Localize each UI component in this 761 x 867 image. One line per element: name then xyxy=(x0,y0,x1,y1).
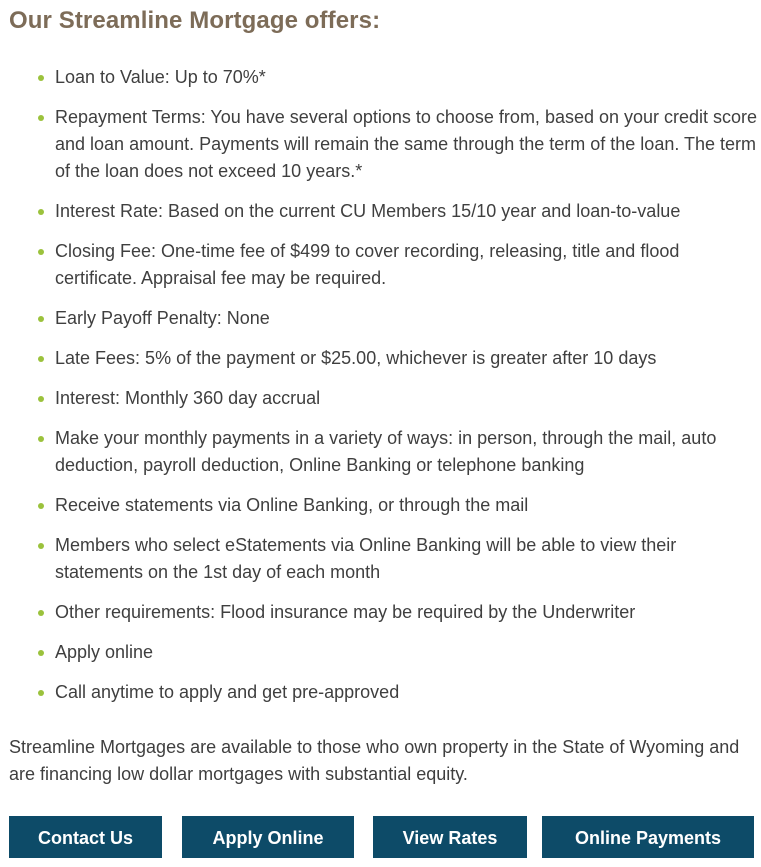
bullet-dot-icon xyxy=(38,396,44,402)
list-item-text: Apply online xyxy=(55,642,154,662)
list-item xyxy=(0,238,761,292)
bullet-dot-icon xyxy=(38,690,44,696)
contact-us-button[interactable]: Contact Us xyxy=(9,816,162,858)
list-item xyxy=(0,64,761,91)
bullet-dot-icon xyxy=(38,209,44,215)
list-item xyxy=(0,198,761,225)
list-item xyxy=(0,599,761,626)
list-item-text: Closing Fee: One-time fee of $499 to cover recording, releasing, title and flood certificate. Appraisal fee may be required. xyxy=(55,241,680,288)
bullet-dot-icon xyxy=(38,650,44,656)
online-payments-button[interactable]: Online Payments xyxy=(542,816,754,858)
summary-paragraph: Streamline Mortgages are available to those who own property in the State of Wyoming and are financing low dollar mortgages with substantial equity. xyxy=(9,737,740,784)
bullet-dot-icon xyxy=(38,610,44,616)
list-item-text: Receive statements via Online Banking, or through the mail xyxy=(55,495,529,515)
list-item xyxy=(0,104,761,185)
list-item-text: Interest Rate: Based on the current CU Members 15/10 year and loan-to-value xyxy=(55,201,681,221)
list-item xyxy=(0,425,761,479)
bullet-dot-icon xyxy=(38,436,44,442)
list-item xyxy=(0,679,761,706)
list-item-text: Late Fees: 5% of the payment or $25.00, whichever is greater after 10 days xyxy=(55,348,657,368)
list-item-text: Interest: Monthly 360 day accrual xyxy=(55,388,321,408)
bullet-dot-icon xyxy=(38,356,44,362)
bullet-dot-icon xyxy=(38,249,44,255)
apply-online-button[interactable]: Apply Online xyxy=(182,816,354,858)
bullet-dot-icon xyxy=(38,543,44,549)
list-item-text: Other requirements: Flood insurance may be required by the Underwriter xyxy=(55,602,636,622)
bullet-dot-icon xyxy=(38,316,44,322)
list-item xyxy=(0,305,761,332)
list-item xyxy=(0,385,761,412)
list-item xyxy=(0,492,761,519)
offer-list xyxy=(0,64,761,719)
list-item-text: Members who select eStatements via Online Banking will be able to view their statements on the 1st day of each month xyxy=(55,535,677,582)
list-item-text: Early Payoff Penalty: None xyxy=(55,308,270,328)
list-item xyxy=(0,639,761,666)
page-title: Our Streamline Mortgage offers: xyxy=(9,7,381,34)
view-rates-button[interactable]: View Rates xyxy=(373,816,527,858)
bullet-dot-icon xyxy=(38,503,44,509)
bullet-dot-icon xyxy=(38,115,44,121)
list-item xyxy=(0,532,761,586)
list-item-text: Make your monthly payments in a variety of ways: in person, through the mail, auto deduction, payroll deduction, Online Banking or telephone banking xyxy=(55,428,717,475)
list-item-text: Call anytime to apply and get pre-approved xyxy=(55,682,400,702)
list-item-text: Loan to Value: Up to 70%* xyxy=(55,67,266,87)
list-item-text: Repayment Terms: You have several options to choose from, based on your credit score and loan amount. Payments will remain the same through the term of the loan. The term of the loan does not exceed 10 years.* xyxy=(55,107,758,181)
bullet-dot-icon xyxy=(38,75,44,81)
list-item xyxy=(0,345,761,372)
